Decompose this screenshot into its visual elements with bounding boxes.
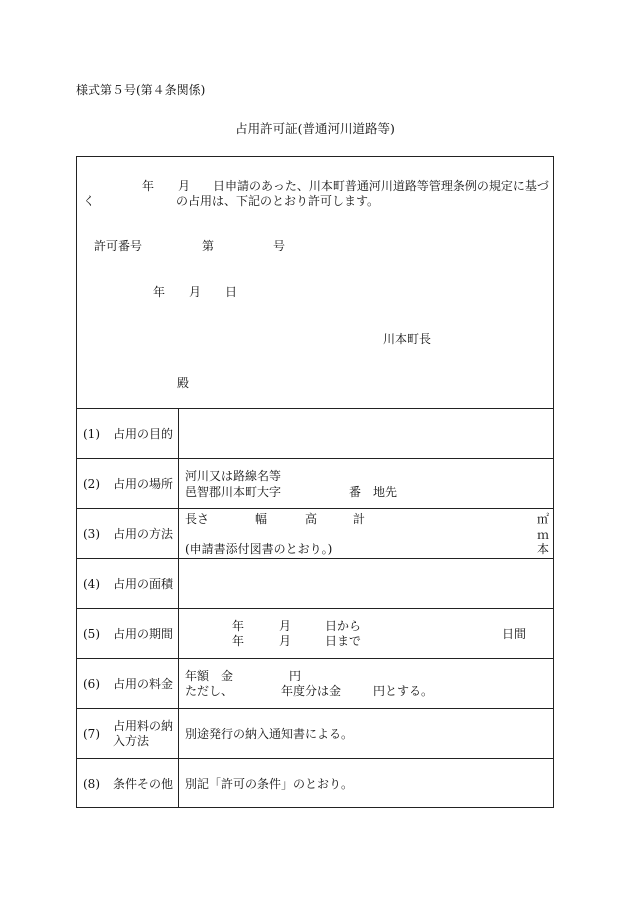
intro-text: 日申請のあった、川本町普通河川道路等管理条例の規定に基づ — [213, 179, 549, 193]
row-5-day-to: 日まで — [325, 634, 362, 648]
document-title: 占用許可証(普通河川道路等) — [235, 121, 395, 136]
permit-number-go: 号 — [273, 239, 286, 253]
permit-number-dai: 第 — [202, 239, 215, 253]
row-3-label: 占用の方法 — [113, 527, 174, 541]
issue-date-year: 年 — [153, 285, 166, 299]
row-8-value: 別記「許可の条件」のとおり。 — [185, 777, 354, 791]
row-3-height: 高 — [305, 512, 318, 526]
row-2-line2-b: 番 地先 — [349, 485, 398, 499]
row-6-yen: 円 — [289, 669, 302, 683]
row-3-total: 計 — [353, 512, 366, 526]
permit-number-label: 許可番号 — [94, 239, 143, 253]
row-6-label: 占用の料金 — [113, 677, 174, 691]
intro-line2-a: く — [83, 194, 96, 208]
row-6-yen-to: 円とする。 — [373, 684, 434, 698]
row-7-label-line2: 入方法 — [113, 734, 150, 748]
row-2-number: (2) — [83, 477, 100, 491]
row-7-label-line1: 占用料の納 — [113, 719, 174, 733]
row-8-number: (8) — [83, 777, 100, 791]
row-7-value: 別途発行の納入通知書による。 — [185, 727, 354, 741]
row-5-label: 占用の期間 — [113, 627, 174, 641]
row-7-number: (7) — [83, 727, 100, 741]
issue-date-month: 月 — [189, 285, 202, 299]
row-6-number: (6) — [83, 677, 100, 691]
row-5-month-to: 月 — [279, 634, 292, 648]
row-1-number: (1) — [83, 427, 100, 441]
row-5-year-from: 年 — [232, 619, 245, 633]
form-reference: 様式第５号(第４条関係) — [76, 83, 206, 97]
row-6-tadashi: ただし、 — [185, 684, 234, 698]
row-4-label: 占用の面積 — [113, 577, 174, 591]
row-5-month-from: 月 — [279, 619, 292, 633]
row-5-number: (5) — [83, 627, 100, 641]
row-4-number: (4) — [83, 577, 100, 591]
row-2-line1: 河川又は路線名等 — [185, 469, 282, 483]
row-5-day-from: 日から — [325, 619, 362, 633]
row-3-unit-area: ㎡ — [536, 512, 549, 526]
row-2-label: 占用の場所 — [113, 477, 174, 491]
issuer: 川本町長 — [383, 332, 432, 346]
row-6-nendo: 年度分は金 — [281, 684, 342, 698]
row-3-number: (3) — [83, 527, 100, 541]
row-3-note: (申請書添付図書のとおり。) — [185, 542, 333, 556]
issue-date-day: 日 — [225, 285, 238, 299]
row-5-days: 日間 — [502, 627, 527, 641]
row-8-label: 条件その他 — [113, 777, 174, 791]
row-3-length: 長さ — [185, 512, 210, 526]
intro-line2-b: の占用は、下記のとおり許可します。 — [176, 194, 380, 208]
row-6-annual: 年額 金 — [185, 669, 234, 683]
row-3-width: 幅 — [255, 512, 268, 526]
row-3-unit-m: ｍ — [536, 528, 549, 542]
row-5-year-to: 年 — [232, 634, 245, 648]
addressee: 殿 — [177, 376, 190, 390]
row-1-label: 占用の目的 — [113, 427, 174, 441]
row-2-line2-a: 邑智郡川本町大字 — [185, 485, 282, 499]
intro-month: 月 — [178, 179, 191, 193]
intro-year: 年 — [142, 179, 155, 193]
row-3-unit-count: 本 — [536, 542, 549, 556]
permit-table — [76, 156, 554, 808]
